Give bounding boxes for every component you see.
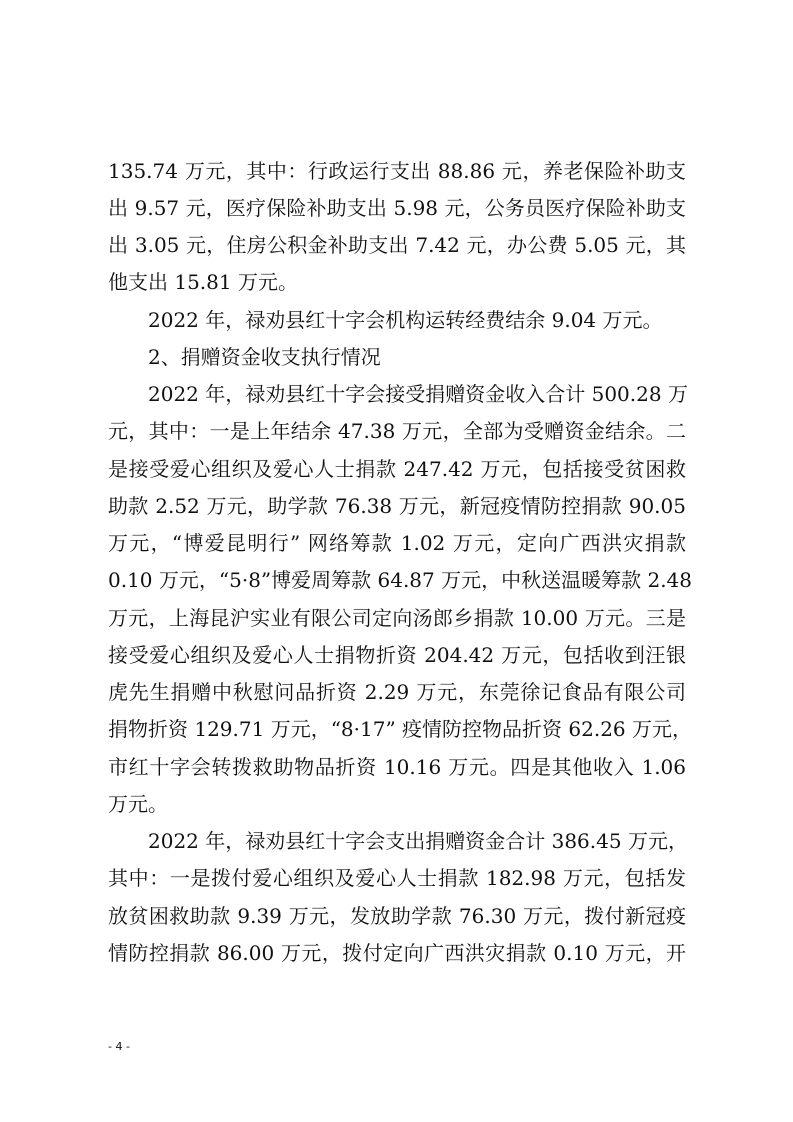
paragraph-line: 万元，上海昆沪实业有限公司定向汤郎乡捐款 10.00 万元。三是 [108,606,686,630]
paragraph-line: 元，其中：一是上年结余 47.38 万元，全部为受赠资金结余。二 [108,419,686,443]
page-number: - 4 - [108,1040,130,1053]
paragraph-line: 万元。 [108,792,168,816]
paragraph-line: 捐物折资 129.71 万元，“8·17” 疫情防控物品折资 62.26 万元， [108,717,693,741]
paragraph-line: 虎先生捐赠中秋慰问品折资 2.29 万元，东莞徐记食品有限公司 [108,680,686,704]
paragraph-line: 他支出 15.81 万元。 [108,270,298,294]
paragraph-line: 助款 2.52 万元，助学款 76.38 万元，新冠疫情防控捐款 90.05 [108,494,686,518]
paragraph-line: 其中：一是拨付爱心组织及爱心人士捐款 182.98 万元，包括发 [108,866,686,890]
section-heading: 2、捐赠资金收支执行情况 [148,345,381,369]
paragraph-line: 市红十字会转拨救助物品折资 10.16 万元。四是其他收入 1.06 [108,755,686,779]
paragraph-line: 2022 年，禄劝县红十字会接受捐赠资金收入合计 500.28 万 [148,382,688,406]
paragraph-line: 万元，“博爱昆明行” 网络筹款 1.02 万元，定向广西洪灾捐款 [108,531,686,555]
paragraph-line: 出 9.57 元，医疗保险补助支出 5.98 元，公务员医疗保险补助支 [108,196,686,220]
paragraph-line: 2022 年，禄劝县红十字会机构运转经费结余 9.04 万元。 [148,308,663,332]
paragraph-line: 出 3.05 元，住房公积金补助支出 7.42 元，办公费 5.05 元，其 [108,233,686,257]
paragraph-line: 是接受爱心组织及爱心人士捐款 247.42 万元，包括接受贫困救 [108,457,686,481]
paragraph-line: 135.74 万元，其中：行政运行支出 88.86 元，养老保险补助支 [108,159,686,183]
paragraph-line: 情防控捐款 86.00 万元，拨付定向广西洪灾捐款 0.10 万元，开 [108,941,686,965]
paragraph-line: 放贫困救助款 9.39 万元，发放助学款 76.30 万元，拨付新冠疫 [108,904,686,928]
paragraph-line: 接受爱心组织及爱心人士捐物折资 204.42 万元，包括收到汪银 [108,643,686,667]
paragraph-line: 0.10 万元，“5·8”博爱周筹款 64.87 万元，中秋送温暖筹款 2.48 [108,568,693,592]
paragraph-line: 2022 年，禄劝县红十字会支出捐赠资金合计 386.45 万元， [148,829,688,853]
